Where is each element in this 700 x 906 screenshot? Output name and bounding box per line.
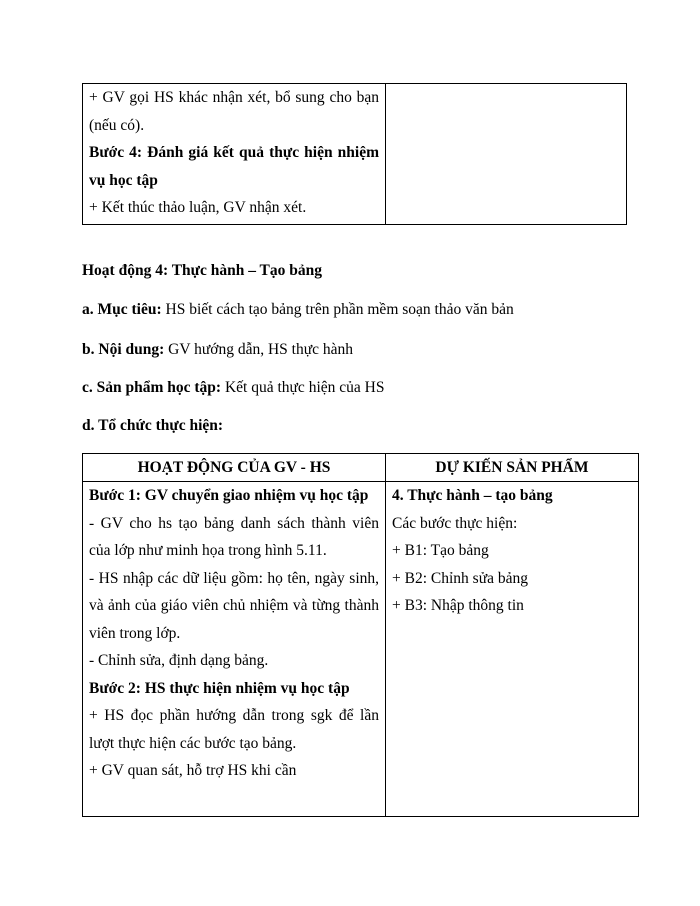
- activity-title: Hoạt động 4: Thực hành – Tạo bảng: [82, 262, 323, 279]
- list-item: + B2: Chỉnh sửa bảng: [392, 569, 528, 587]
- objective-text: HS biết cách tạo bảng trên phần mềm soạn thảo văn bản: [161, 301, 514, 318]
- paragraph: Các bước thực hiện:: [392, 514, 518, 532]
- table-row: [83, 84, 627, 225]
- paragraph: - Chỉnh sửa, định dạng bảng.: [89, 652, 269, 669]
- content-line: [82, 340, 353, 360]
- step-heading: Bước 1: GV chuyển giao nhiệm vụ học tập: [89, 487, 369, 504]
- product-heading: 4. Thực hành – tạo bảng: [392, 487, 553, 504]
- expected-product-cell: [386, 84, 627, 225]
- content-text: GV hướng dẫn, HS thực hành: [164, 341, 354, 358]
- paragraph: + GV gọi HS khác nhận xét, bổ sung cho bạn (nếu có).: [89, 89, 379, 134]
- paragraph: + GV quan sát, hỗ trợ HS khi cần: [89, 762, 297, 779]
- product-line: [82, 378, 384, 398]
- paragraph: + Kết thúc thảo luận, GV nhận xét.: [89, 199, 307, 216]
- objective-line: [82, 300, 514, 320]
- paragraph: - HS nhập các dữ liệu gồm: họ tên, ngày sinh, và ảnh của giáo viên chủ nhiệm và từng thành viên trong lớp.: [89, 569, 379, 642]
- teacher-student-cell: [83, 482, 386, 817]
- activity-table: [82, 453, 639, 817]
- paragraph: - GV cho hs tạo bảng danh sách thành viên của lớp như minh họa trong hình 5.11.: [89, 514, 379, 559]
- step-heading: Bước 4: Đánh giá kết quả thực hiện nhiệm vụ học tập: [89, 144, 379, 189]
- list-item: + B1: Tạo bảng: [392, 542, 489, 559]
- content-label: b. Nội dung:: [82, 341, 165, 358]
- objective-label: a. Mục tiêu:: [82, 301, 162, 318]
- column-header: DỰ KIẾN SẢN PHẨM: [386, 454, 639, 482]
- column-header: HOẠT ĐỘNG CỦA GV - HS: [83, 454, 386, 482]
- table-row: [83, 482, 639, 817]
- continued-activity-table: [82, 83, 627, 225]
- teacher-student-cell: [83, 84, 386, 225]
- expected-product-cell: [386, 482, 639, 817]
- table-header-row: [83, 454, 639, 482]
- step-heading: Bước 2: HS thực hiện nhiệm vụ học tập: [89, 679, 350, 697]
- product-label: c. Sản phẩm học tập:: [82, 379, 222, 396]
- product-text: Kết quả thực hiện của HS: [221, 379, 385, 396]
- paragraph: + HS đọc phần hướng dẫn trong sgk để lần lượt thực hiện các bước tạo bảng.: [89, 707, 379, 752]
- list-item: + B3: Nhập thông tin: [392, 597, 524, 614]
- organize-heading: d. Tổ chức thực hiện:: [82, 417, 224, 434]
